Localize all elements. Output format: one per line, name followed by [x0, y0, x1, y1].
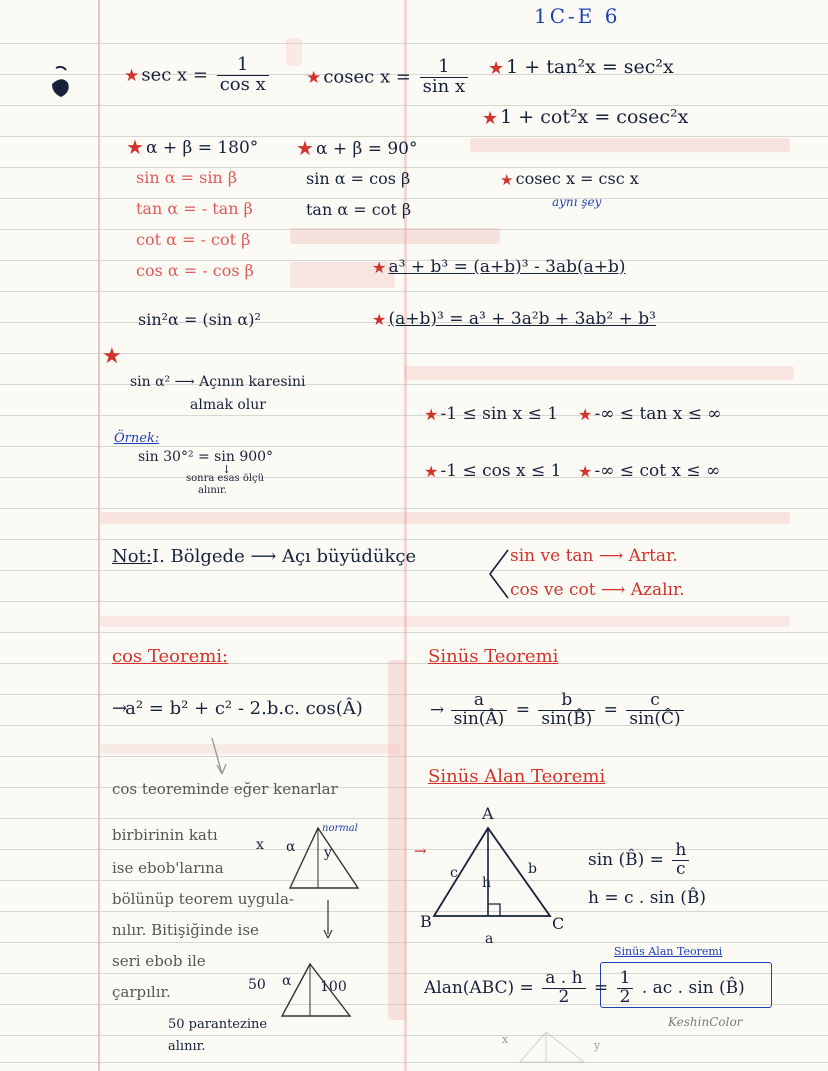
triangle-base-label: a — [485, 931, 494, 947]
ornek-label: Örnek: — [114, 431, 160, 446]
star-icon: ★ — [424, 405, 439, 424]
diagram1-angle-label: α — [286, 839, 296, 855]
cos-expl-line-3: ise ebob'larına — [112, 859, 224, 877]
diagram2-angle-label: α — [282, 973, 292, 989]
formula-cosec: ★ cosec x = $\frac{1}{\text{sin x}}$ — [306, 58, 471, 97]
ornek-line1: sin 30°² = sin 900° — [138, 449, 274, 465]
cos-theorem-formula: →a² = b² + c² - 2.b.c. cos(Â) — [112, 698, 363, 719]
complementary-line-2: tan α = cot β — [306, 200, 412, 219]
diagram1-left-label: x — [256, 837, 264, 853]
diagram2-right-label: 100 — [320, 979, 347, 995]
supplementary-line-2: tan α = - tan β — [136, 199, 253, 218]
supplementary-head: ★ α + β = 180° — [126, 135, 259, 159]
range-cot: ★ -∞ ≤ cot x ≤ ∞ — [578, 461, 721, 481]
triangle-height-label: h — [482, 875, 492, 891]
ornek-line2: sonra esas ölçü — [186, 473, 265, 484]
note-branch-top: sin ve tan ⟶ Artar. — [510, 546, 678, 566]
triangle-diagram-normal — [284, 824, 394, 898]
star-icon: ★ — [488, 58, 505, 79]
sinus-area-title: Sinüs Alan Teoremi — [428, 766, 606, 787]
diagram-link-arrow — [320, 898, 342, 946]
triangle-side-right-label: b — [528, 861, 537, 877]
cos-expl-line-1: cos teoreminde eğer kenarlar — [112, 780, 338, 798]
note-label: Not: — [112, 546, 152, 567]
supplementary-line-4: cos α = - cos β — [136, 261, 254, 280]
doodle-label-y: y — [594, 1039, 601, 1052]
triangle-side-left-label: c — [450, 865, 458, 881]
sin-note-line1: sin α² ⟶ Açının karesini — [130, 374, 306, 390]
smudge — [290, 228, 500, 244]
note-brace — [486, 548, 510, 604]
cosec-note: aynı şey — [552, 195, 602, 209]
star-icon: ★ — [306, 68, 322, 89]
note-branch-bottom: cos ve cot ⟶ Azalır. — [510, 580, 685, 600]
formula-sin-squared: sin²α = (sin α)² — [138, 310, 261, 329]
cosec-equals-csc: ★ cosec x = csc x — [500, 169, 639, 189]
smudge — [470, 138, 790, 152]
sin-note-line2: almak olur — [190, 397, 266, 413]
star-icon: ★ — [102, 344, 122, 369]
ornek-line3: alınır. — [198, 485, 227, 496]
cos-expl-line-4: bölünüp teorem uygula- — [112, 890, 294, 908]
smudge — [286, 38, 302, 66]
diagram2-note-2: alınır. — [168, 1039, 206, 1054]
cos-theorem-down-arrow — [208, 736, 234, 782]
star-icon: ★ — [372, 258, 387, 277]
sinus-theorem-title: Sinüs Teoremi — [428, 646, 559, 667]
sinus-area-eq2: h = c . sin (B̂) — [588, 888, 707, 908]
star-icon: ★ — [578, 405, 593, 424]
sinus-area-eq1: sin (B̂) = $\frac{h}{c}$ — [588, 842, 692, 879]
margin-line — [98, 0, 100, 1071]
star-icon: ★ — [500, 171, 514, 189]
formula-pythagorean-tan: ★ 1 + tan²x = sec²x — [488, 56, 674, 79]
triangle-right-label: C — [552, 914, 565, 933]
formula-pythagorean-cot: ★ 1 + cot²x = cosec²x — [482, 106, 689, 129]
cos-expl-line-7: çarpılır. — [112, 983, 171, 1001]
smudge — [404, 366, 794, 380]
corner-note: 1C-E 6 — [534, 4, 621, 28]
sinus-theorem-formula: → $\frac{a}{\sin(Â)}$ = $\frac{b}{\sin(B̂)}$ = $\frac{c}{\sin(Ĉ)}$ — [430, 692, 687, 729]
diagram2-left-label: 50 — [248, 977, 266, 993]
range-cos: ★ -1 ≤ cos x ≤ 1 — [424, 461, 562, 481]
sinus-area-arrow: → — [414, 842, 425, 860]
supplementary-line-3: cot α = - cot β — [136, 230, 251, 249]
triangle-apex-label: A — [482, 804, 494, 823]
star-icon: ★ — [482, 108, 499, 129]
star-icon: ★ — [124, 66, 140, 87]
note-text: I. Bölgede ⟶ Açı büyüdükçe — [152, 546, 417, 567]
doodle-label-x: x — [502, 1033, 509, 1046]
cos-theorem-title: cos Teoremi: — [112, 646, 229, 667]
cos-expl-line-5: nılır. Bitişiğinde ise — [112, 921, 259, 939]
watermark: KeshinColor — [668, 1015, 743, 1029]
star-icon: ★ — [296, 136, 314, 160]
smudge — [100, 512, 790, 524]
complementary-head: ★ α + β = 90° — [296, 136, 418, 160]
formula-cube-sum: ★ a³ + b³ = (a+b)³ - 3ab(a+b) — [372, 257, 626, 277]
boxed-result-label: Sinüs Alan Teoremi — [614, 945, 723, 958]
diagram1-right-label: y — [324, 845, 332, 861]
ink-blob — [50, 60, 90, 110]
range-sin: ★ -1 ≤ sin x ≤ 1 — [424, 404, 559, 424]
sinus-area-result: Alan(ABC) = $\frac{a . h}{2}$ = $\frac{1}{2}$ . ac . sin (B̂) — [424, 968, 745, 1007]
range-tan: ★ -∞ ≤ tan x ≤ ∞ — [578, 404, 722, 424]
star-icon: ★ — [424, 462, 439, 481]
formula-sec: ★ sec x = $\frac{1}{\text{cos x}}$ — [124, 56, 272, 95]
supplementary-line-1: sin α = sin β — [136, 168, 238, 187]
smudge — [100, 616, 790, 627]
star-icon: ★ — [578, 462, 593, 481]
cos-expl-line-2: birbirinin katı — [112, 826, 218, 844]
triangle-left-label: B — [420, 912, 432, 931]
diagram1-note: normal — [322, 823, 358, 834]
star-icon: ★ — [372, 310, 387, 329]
complementary-line-1: sin α = cos β — [306, 169, 411, 188]
star-icon: ★ — [126, 135, 144, 159]
formula-binomial-cube: ★ (a+b)³ = a³ + 3a²b + 3ab² + b³ — [372, 309, 656, 329]
diagram2-note-1: 50 parantezine — [168, 1017, 268, 1032]
cos-expl-line-6: seri ebob ile — [112, 952, 206, 970]
smudge — [100, 744, 400, 754]
ornek-arrow: ↓ — [222, 463, 232, 476]
